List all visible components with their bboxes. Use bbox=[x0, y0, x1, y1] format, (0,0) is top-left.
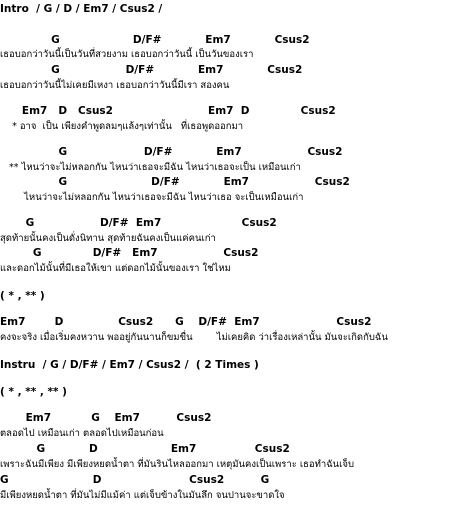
chord-line: G D Csus2 G bbox=[0, 474, 270, 486]
lyric-line: เพราะฉันมีเพียง มีเพียงหยดน้ำตา ที่มันรินไหลออกมา เหตุมันคงเป็นเพราะ เธอทำฉันเจ็บ bbox=[0, 459, 355, 470]
chord-line: G D Em7 Csus2 bbox=[0, 443, 290, 455]
lyric-line: ตลอดไป เหมือนเก่า ตลอดไปเหมือนก่อน bbox=[0, 428, 164, 439]
repeat-marker: ( * , ** , ** ) bbox=[0, 386, 67, 398]
chord-line: G D/F# Em7 Csus2 bbox=[0, 176, 350, 188]
chord-line: G D/F# Em7 Csus2 bbox=[0, 34, 310, 46]
intro-heading: Intro / G / D / Em7 / Csus2 / bbox=[0, 3, 163, 15]
lyric-line: มีเพียงหยดน้ำตา ที่มันไม่มีแม้ค่า แต่เจ็บข้างในมันลึก จนปานจะขาดใจ bbox=[0, 490, 285, 501]
lyric-line: ** ไหนว่าจะไม่หลอกกัน ไหนว่าเธอจะมีฉัน ไหนว่าเธอจะเป็น เหมือนเก่า bbox=[0, 162, 301, 173]
chord-line: Em7 D Csus2 G D/F# Em7 Csus2 bbox=[0, 316, 372, 328]
chord-line: Em7 D Csus2 Em7 D Csus2 bbox=[0, 105, 336, 117]
lyric-line: เธอบอกว่าวันนี้ไม่เคยมีเหงา เธอบอกว่าวันนี้มีเรา สองคน bbox=[0, 80, 230, 91]
chord-line: G D/F# Em7 Csus2 bbox=[0, 247, 259, 259]
lyric-line: สุดท้ายนั้นคงเป็นดั่งนิทาน สุดท้ายฉันคงเป็นแค่คนเก่า bbox=[0, 233, 216, 244]
chord-line: Em7 G Em7 Csus2 bbox=[0, 412, 212, 424]
chord-line: G D/F# Em7 Csus2 bbox=[0, 146, 343, 158]
instru-heading: Instru / G / D/F# / Em7 / Csus2 / ( 2 Times ) bbox=[0, 359, 259, 371]
chord-line: G D/F# Em7 Csus2 bbox=[0, 217, 277, 229]
lyric-line: และดอกไม้นั้นที่มีเธอให้เขา แต่ดอกไม้นั้นของเรา ใช่ไหม bbox=[0, 263, 231, 274]
lyric-line: คงจะจริง เมื่อเริ่มคงหวาน พออยู่กันนานก็ขมขื่น ไม่เคยคิด ว่าเรื่องเหล่านั้น มันจะเกิดกับฉัน bbox=[0, 332, 388, 343]
chord-line: G D/F# Em7 Csus2 bbox=[0, 64, 303, 76]
lyric-line: ไหนว่าจะไม่หลอกกัน ไหนว่าเธอจะมีฉัน ไหนว่าเธอ จะเป็นเหมือนเก่า bbox=[0, 192, 304, 203]
lyric-line: * อาจ เป็น เพียงคำพูดลมๆแล้งๆเท่านั้น ที่เธอพูดออกมา bbox=[0, 121, 244, 132]
lyric-line: เธอบอกว่าวันนี้เป็นวันที่สวยงาม เธอบอกว่าวันนี้ เป็นวันของเรา bbox=[0, 49, 254, 60]
repeat-marker: ( * , ** ) bbox=[0, 290, 45, 302]
